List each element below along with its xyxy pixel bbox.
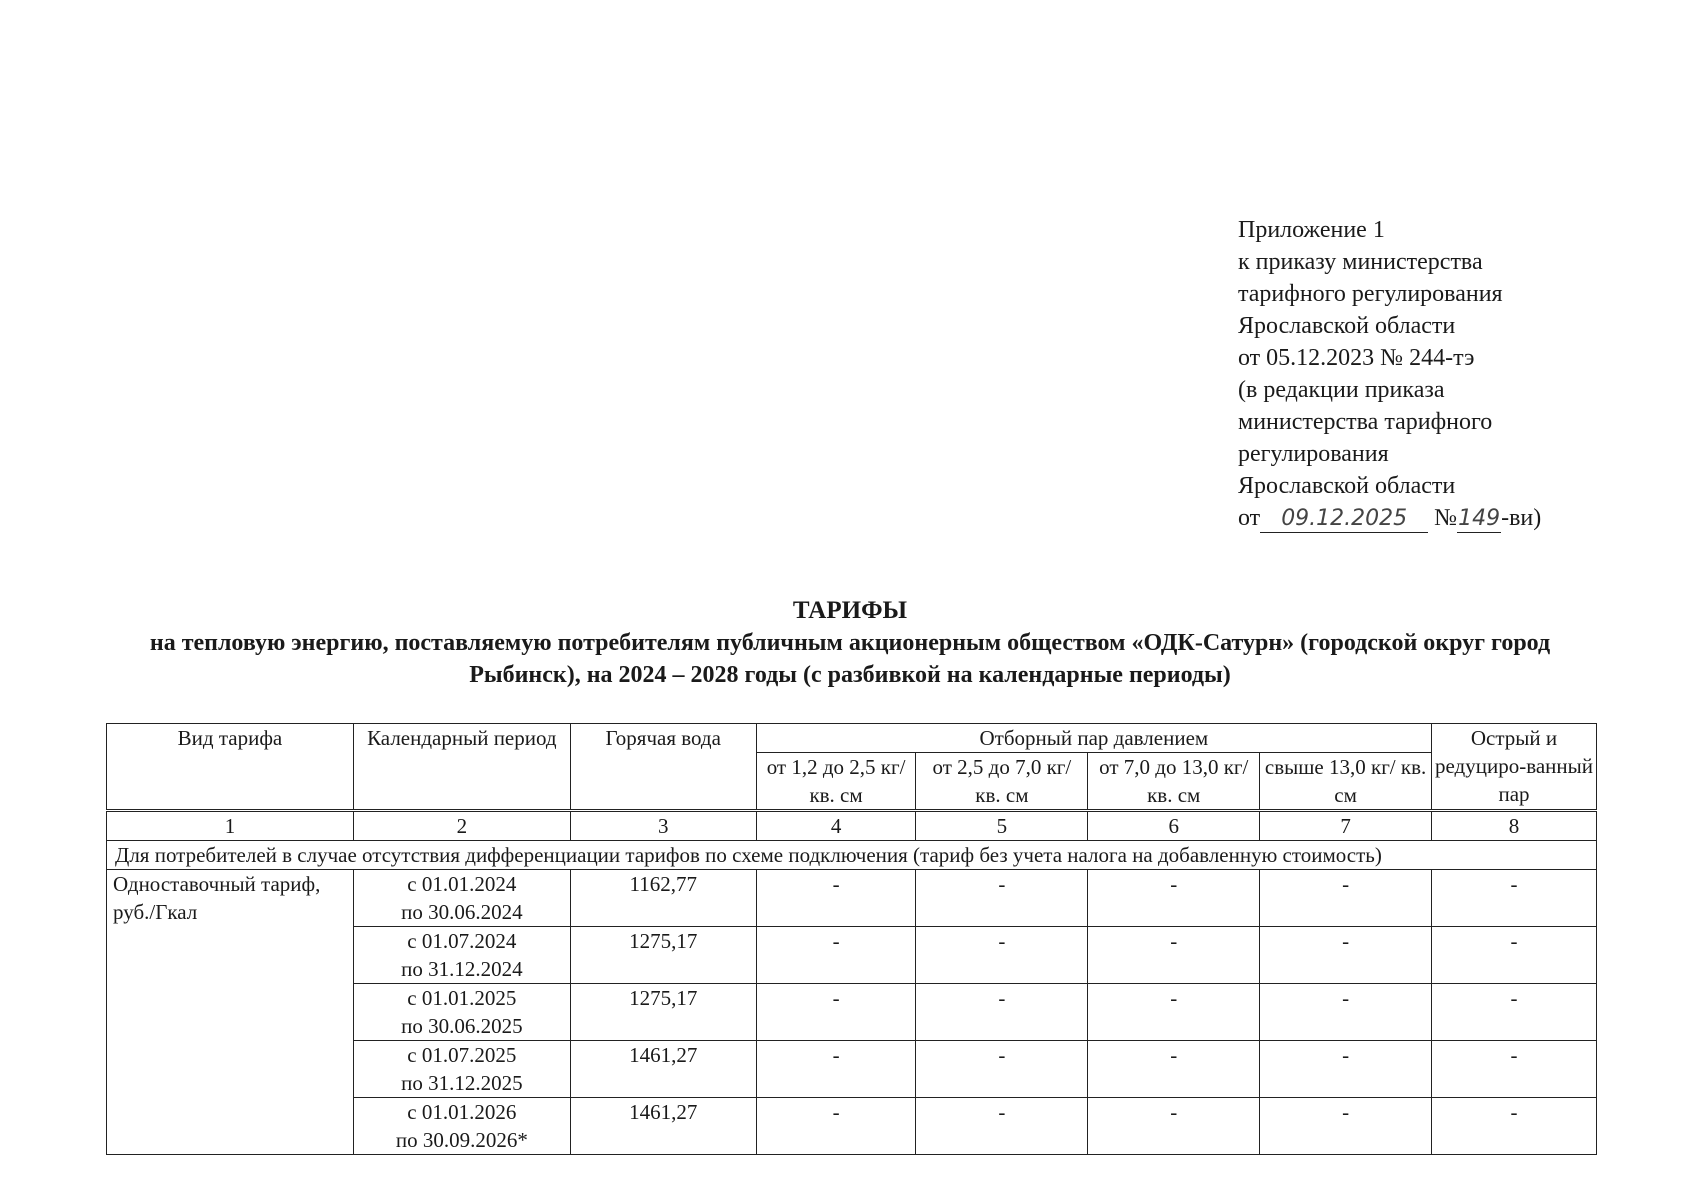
pressure-4-value: -	[1260, 1098, 1432, 1155]
column-number: 1	[107, 811, 354, 841]
column-number: 8	[1432, 811, 1597, 841]
period-from: с 01.07.2025	[407, 1043, 517, 1067]
column-number: 3	[570, 811, 756, 841]
sharp-steam-value: -	[1432, 984, 1597, 1041]
appendix-line: Ярославской области	[1238, 473, 1456, 499]
header-tariff-type: Вид тарифа	[107, 724, 354, 811]
appendix-line: министерства тарифного	[1238, 409, 1493, 435]
column-number: 7	[1260, 811, 1432, 841]
period-to: по 30.06.2024	[401, 900, 523, 924]
pressure-2-value: -	[916, 1098, 1088, 1155]
period-cell	[353, 927, 570, 984]
period-to: по 30.09.2026*	[395, 1128, 528, 1152]
pressure-4-value: -	[1260, 870, 1432, 927]
pressure-3-value: -	[1088, 927, 1260, 984]
order-number-handwritten: 149	[1458, 506, 1501, 531]
header-pressure-1: от 1,2 до 2,5 кг/ кв. см	[756, 753, 916, 811]
hot-water-value: 1461,27	[570, 1098, 756, 1155]
period-from: с 01.07.2024	[407, 929, 517, 953]
period-to: по 31.12.2024	[401, 957, 523, 981]
period-cell	[353, 984, 570, 1041]
appendix-block	[1238, 214, 1658, 534]
pressure-3-value: -	[1088, 984, 1260, 1041]
table-row	[107, 870, 1597, 927]
period-cell	[353, 1041, 570, 1098]
header-pressure-4: свыше 13,0 кг/ кв. см	[1260, 753, 1432, 811]
header-pressure-2: от 2,5 до 7,0 кг/ кв. см	[916, 753, 1088, 811]
appendix-line: (в редакции приказа	[1238, 377, 1445, 403]
title-subtitle: на тепловую энергию, поставляемую потребителям публичным акционерным обществом «ОДК-Сатурн» (городской округ город Рыбинск), на 2024 – 2028 годы (с разбивкой на календарные периоды)	[149, 630, 1551, 688]
pressure-2-value: -	[916, 870, 1088, 927]
hot-water-value: 1275,17	[570, 927, 756, 984]
header-hot-water: Горячая вода	[570, 724, 756, 811]
column-number: 6	[1088, 811, 1260, 841]
hot-water-value: 1162,77	[570, 870, 756, 927]
tariffs-table	[106, 723, 1597, 1155]
table-header-row	[107, 724, 1597, 753]
period-from: с 01.01.2024	[407, 872, 517, 896]
pressure-1-value: -	[756, 927, 916, 984]
period-cell	[353, 1098, 570, 1155]
period-to: по 31.12.2025	[401, 1071, 523, 1095]
period-from: с 01.01.2025	[407, 986, 517, 1010]
period-from: с 01.01.2026	[407, 1100, 517, 1124]
appendix-line: регулирования	[1238, 441, 1389, 467]
hot-water-value: 1461,27	[570, 1041, 756, 1098]
pressure-2-value: -	[916, 927, 1088, 984]
section-row	[107, 841, 1597, 870]
pressure-3-value: -	[1088, 1041, 1260, 1098]
header-period: Календарный период	[353, 724, 570, 811]
sharp-steam-value: -	[1432, 870, 1597, 927]
tariff-name: Одноставочный тариф, руб./Гкал	[107, 870, 354, 1155]
column-number: 4	[756, 811, 916, 841]
pressure-4-value: -	[1260, 927, 1432, 984]
pressure-2-value: -	[916, 1041, 1088, 1098]
pressure-1-value: -	[756, 1098, 916, 1155]
pressure-4-value: -	[1260, 984, 1432, 1041]
section-label: Для потребителей в случае отсутствия дифференциации тарифов по схеме подключения (тариф без учета налога на добавленную стоимость)	[107, 841, 1597, 870]
appendix-line: тарифного регулирования	[1238, 281, 1503, 307]
appendix-line: Ярославской области	[1238, 313, 1456, 339]
appendix-last-line	[1238, 502, 1658, 534]
order-number-sign: №	[1434, 505, 1458, 531]
column-number-row	[107, 811, 1597, 841]
hot-water-value: 1275,17	[570, 984, 756, 1041]
period-to: по 30.06.2025	[401, 1014, 523, 1038]
title-heading: ТАРИФЫ	[792, 597, 908, 624]
header-pressure-3: от 7,0 до 13,0 кг/ кв. см	[1088, 753, 1260, 811]
pressure-2-value: -	[916, 984, 1088, 1041]
order-number-suffix: -ви)	[1501, 505, 1542, 531]
appendix-line: к приказу министерства	[1238, 249, 1483, 275]
appendix-line: Приложение 1	[1238, 217, 1385, 243]
pressure-1-value: -	[756, 870, 916, 927]
column-number: 2	[353, 811, 570, 841]
sharp-steam-value: -	[1432, 1041, 1597, 1098]
period-cell	[353, 870, 570, 927]
appendix-line: от 05.12.2023 № 244-тэ	[1238, 345, 1475, 371]
order-date-prefix: от	[1238, 505, 1261, 531]
sharp-steam-value: -	[1432, 927, 1597, 984]
pressure-1-value: -	[756, 984, 916, 1041]
sharp-steam-value: -	[1432, 1098, 1597, 1155]
pressure-1-value: -	[756, 1041, 916, 1098]
header-selected-steam: Отборный пар давлением	[756, 724, 1431, 753]
pressure-4-value: -	[1260, 1041, 1432, 1098]
header-sharp-steam: Острый и редуциро-ванный пар	[1432, 724, 1597, 811]
order-date-handwritten: 09.12.2025	[1260, 506, 1428, 533]
pressure-3-value: -	[1088, 1098, 1260, 1155]
document-title	[100, 595, 1600, 691]
column-number: 5	[916, 811, 1088, 841]
pressure-3-value: -	[1088, 870, 1260, 927]
